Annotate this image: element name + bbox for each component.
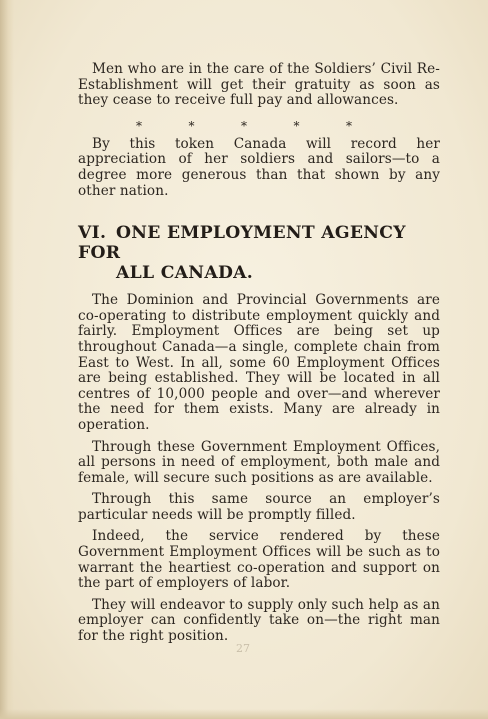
page-bottom-edge <box>0 709 488 719</box>
section-number: VI. <box>78 223 107 244</box>
section-title-line1: ONE EMPLOYMENT AGENCY FOR <box>78 223 406 264</box>
paragraph-offices: Through these Government Employment Offices, all persons in need of employment, both male and female, will secure such positions as are available. <box>78 438 440 486</box>
paragraph-service: Indeed, the service rendered by these Government Employment Offices will be such as to warrant the heartiest co-operation and support on the part of employers of labor. <box>78 528 440 592</box>
section-divider-stars <box>136 119 352 133</box>
paragraph-endeavor: They will endeavor to supply only such help as an employer can confidently take on—the right man for the right position. <box>78 596 440 645</box>
page-number: 27 <box>236 642 250 655</box>
paragraph-employer-needs: Through this same source an employer’s particular needs will be promptly filled. <box>78 491 440 523</box>
page-gutter-shadow <box>0 0 14 719</box>
paragraph-gratuity: Men who are in the care of the Soldiers’ Civil Re-Establishment will get their gratuity as soon as they cease to receive full pay and allowances. <box>78 61 440 109</box>
section-heading <box>78 223 440 283</box>
divider-star: * <box>293 118 300 133</box>
divider-star: * <box>241 118 247 133</box>
section-title-line2: ALL CANADA. <box>116 263 254 284</box>
page-text <box>78 62 440 645</box>
divider-star: * <box>188 118 195 133</box>
divider-star: * <box>136 118 142 133</box>
paragraph-appreciation: By this token Canada will record her appreciation of her soldiers and sailors—to a degree more generous than that shown by any other nation. <box>78 135 440 199</box>
paragraph-governments: The Dominion and Provincial Governments are co-operating to distribute employment quickly and fairly. Employment Offices are being set up throughout Canada—a single, complete chain from East to West. In all, some 60 Employment Offices are being established. They will be located in all centres of 10,000 people and over—and wherever the need for them exists. Many are already in operation. <box>78 292 440 433</box>
divider-star: * <box>346 118 352 133</box>
